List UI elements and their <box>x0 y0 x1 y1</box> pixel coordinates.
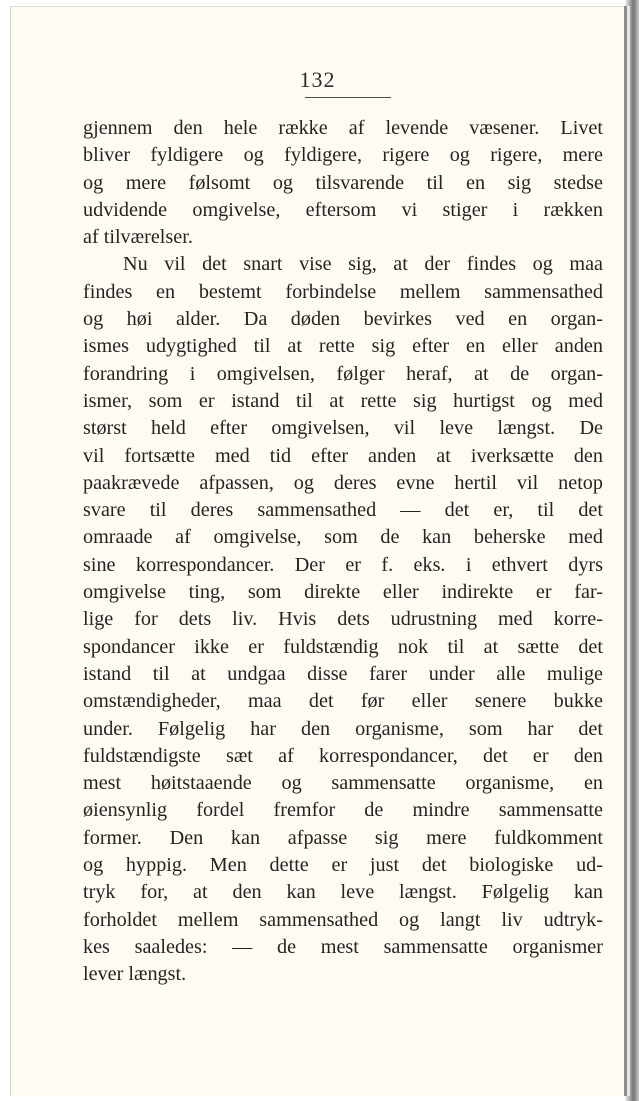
text-line: omgivelse ting, som direkte eller indirekte er far- <box>83 581 603 604</box>
text-line: kes saaledes: — de mest sammensatte organismer <box>83 935 603 958</box>
text-line: istand til at undgaa disse farer under alle mulige <box>83 662 603 685</box>
text-line: udvidende omgivelse, eftersom vi stiger i rækken <box>83 198 603 221</box>
paragraph <box>83 251 603 988</box>
text-line: lever længst. <box>83 963 187 986</box>
text-line: findes en bestemt forbindelse mellem sammensathed <box>83 280 603 303</box>
text-line: mest høitstaaende og sammensatte organisme, en <box>83 772 603 795</box>
text-line: og hyppig. Men dette er just det biologiske ud- <box>83 854 603 877</box>
text-line: øiensynlig fordel fremfor de mindre sammensatte <box>83 799 603 822</box>
text-line: Nu vil det snart vise sig, at der findes og maa <box>123 253 603 276</box>
text-line: forandring i omgivelsen, følger heraf, at de organ- <box>83 362 603 385</box>
text-line: ismes udygtighed til at rette sig efter en eller anden <box>83 335 603 358</box>
text-line: fuldstændigste sæt af korrespondancer, det er den <box>83 744 603 767</box>
text-line: tryk for, at den kan leve længst. Følgelig kan <box>83 881 603 904</box>
text-line: og høi alder. Da døden bevirkes ved en organ- <box>83 308 603 331</box>
text-line: og mere følsomt og tilsvarende til en sig stedse <box>83 171 603 194</box>
paragraph <box>83 115 603 251</box>
book-page-edge <box>625 0 639 1101</box>
text-line: former. Den kan afpasse sig mere fuldkomment <box>83 826 603 849</box>
text-line: forholdet mellem sammensathed og langt liv udtryk- <box>83 908 603 931</box>
text-line: ismer, som er istand til at rette sig hurtigst og med <box>83 389 603 412</box>
text-line: omstændigheder, maa det før eller senere bukke <box>83 690 603 713</box>
text-line: under. Følgelig har den organisme, som har det <box>83 717 603 740</box>
text-line: størst held efter omgivelsen, vil leve længst. De <box>83 417 603 440</box>
body-text <box>83 115 603 989</box>
text-line: bliver fyldigere og fyldigere, rigere og rigere, mere <box>83 144 603 167</box>
book-page <box>10 6 624 1096</box>
text-line: lige for dets liv. Hvis dets udrustning med korre- <box>83 608 603 631</box>
text-line: paakrævede afpassen, og deres evne hertil vil netop <box>83 471 603 494</box>
text-line: vil fortsætte med tid efter anden at iverksætte den <box>83 444 603 467</box>
text-line: af tilværelser. <box>83 226 193 249</box>
page-number-rule <box>305 97 391 98</box>
text-line: svare til deres sammensathed — det er, til det <box>83 499 603 522</box>
text-line: gjennem den hele række af levende væsener. Livet <box>83 117 603 139</box>
page-number: 132 <box>299 67 336 92</box>
text-line: sine korrespondancer. Der er f. eks. i ethvert dyrs <box>83 553 603 576</box>
text-line: spondancer ikke er fuldstændig nok til at sætte det <box>83 635 603 658</box>
text-line: omraade af omgivelse, som de kan beherske med <box>83 526 603 549</box>
